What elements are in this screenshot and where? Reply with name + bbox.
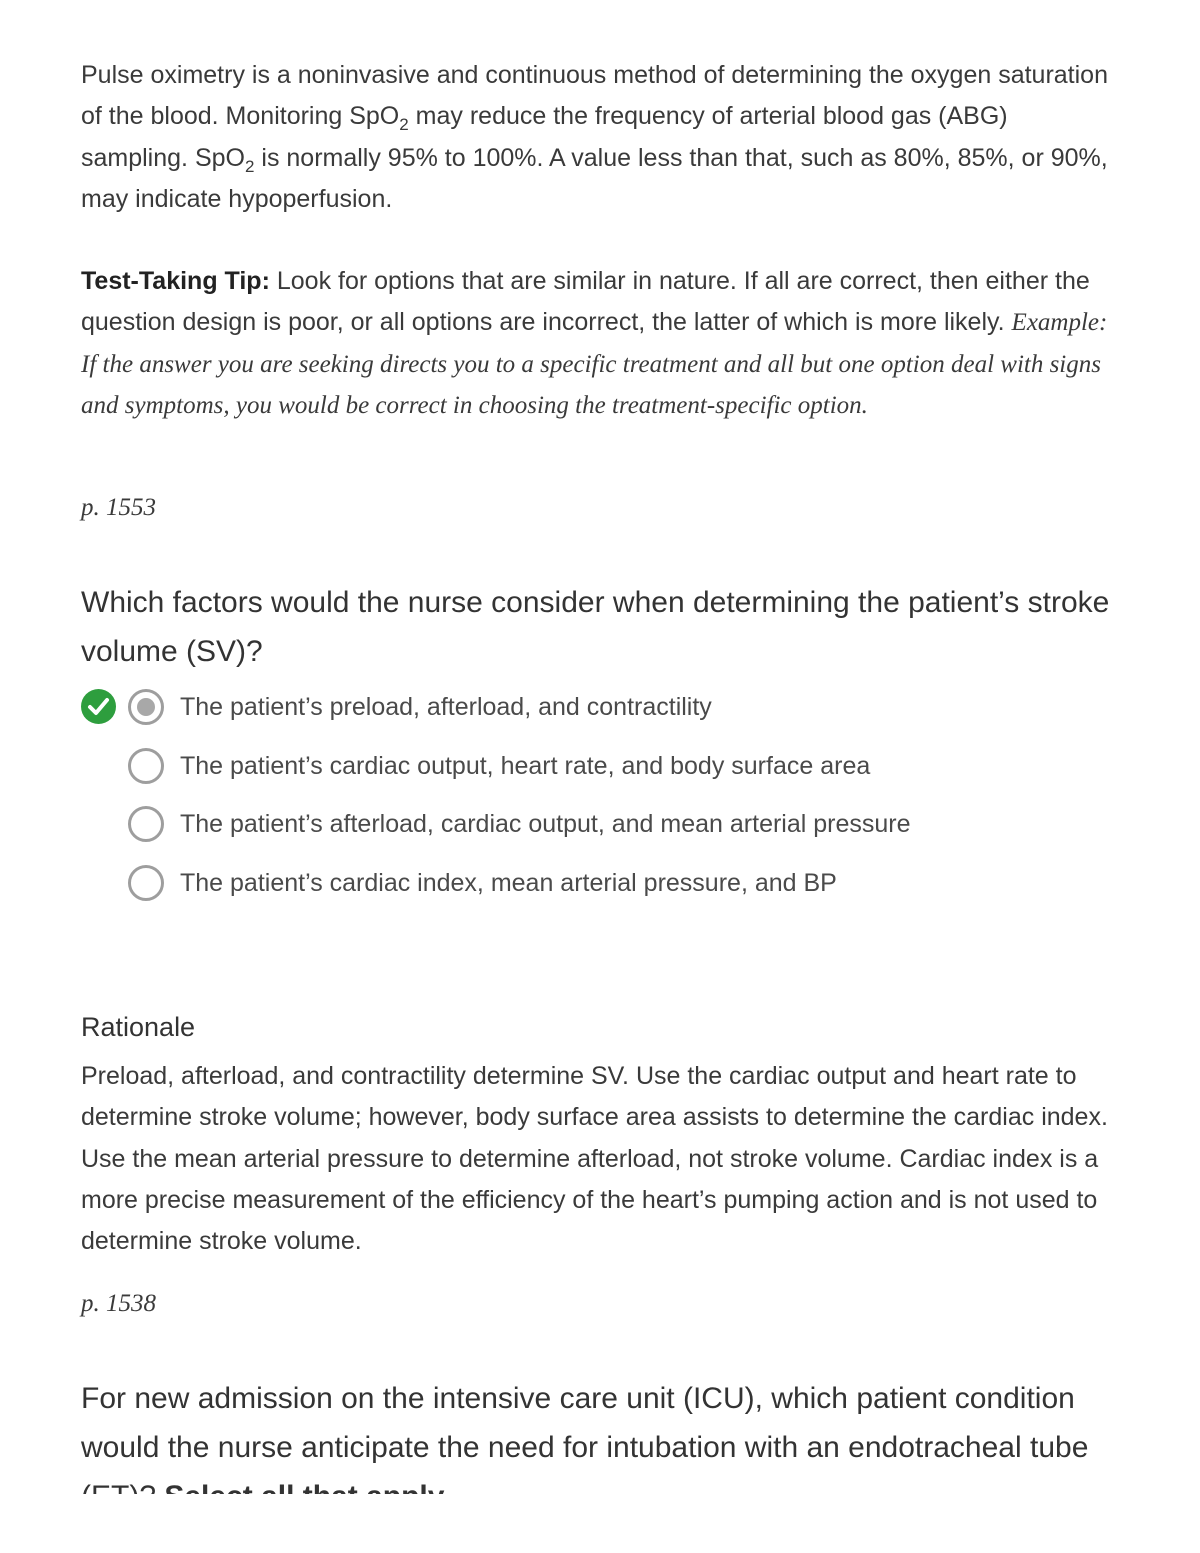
page-reference: p. 1538 bbox=[81, 1290, 156, 1317]
radio-button-selected[interactable] bbox=[128, 689, 164, 725]
answer-option-3[interactable] bbox=[81, 804, 1081, 844]
tip-text: Look for options that are similar in nature. If all are correct, then either the question design is poor, or all options are incorrect, the latter of which is more likely. bbox=[81, 267, 1090, 337]
answer-option-4[interactable] bbox=[81, 863, 1081, 903]
rationale-heading: Rationale bbox=[81, 1012, 196, 1042]
intro-paragraph bbox=[81, 55, 1116, 220]
answer-option-2[interactable] bbox=[81, 746, 1081, 786]
intro-text-1: Pulse oximetry is a noninvasive and continuous method of determining the oxygen saturation of the blood. Monitoring SpO bbox=[81, 61, 1108, 131]
radio-button[interactable] bbox=[128, 865, 164, 901]
next-question-stem: For new admission on the intensive care unit (ICU), which patient condition would the nurse anticipate the need for intubation with an endotracheal tube bbox=[81, 1382, 1089, 1464]
rationale-text: Preload, afterload, and contractility determine SV. Use the cardiac output and heart rate to determine stroke volume; however, body surface area assists to determine the cardiac index. Use the mean arterial pressure to determine afterload, not stroke volume. Cardiac index is a more precise measurement of the efficiency of the heart’s pumping action and is not used to determine stroke volume. bbox=[81, 1062, 1108, 1256]
correct-check-icon bbox=[81, 689, 116, 724]
intro-text-2: may reduce the frequency of arterial blood gas (ABG) sampling. SpO bbox=[81, 102, 1008, 172]
tip-label: Test-Taking Tip: bbox=[81, 267, 270, 295]
radio-dot bbox=[137, 698, 155, 716]
radio-button[interactable] bbox=[128, 748, 164, 784]
subscript-2: 2 bbox=[244, 156, 255, 176]
viewport-cutoff bbox=[0, 1494, 1200, 1553]
tip-example: Example: If the answer you are seeking directs you to a specific treatment and all but one option deal with signs and symptoms, you would be correct in choosing the treatment-specific option. bbox=[81, 309, 1108, 419]
subscript-2: 2 bbox=[399, 115, 409, 135]
option-label: The patient’s cardiac output, heart rate, and body surface area bbox=[180, 752, 871, 780]
intro-text-3: is normally 95% to 100%. A value less than that, such as 80%, 85%, or 90%, may indicate hypoperfusion. bbox=[81, 143, 1108, 213]
option-label: The patient’s preload, afterload, and contractility bbox=[180, 693, 712, 721]
option-label: The patient’s afterload, cardiac output, and mean arterial pressure bbox=[180, 810, 911, 838]
answer-option-1[interactable] bbox=[81, 687, 1081, 727]
radio-button[interactable] bbox=[128, 806, 164, 842]
test-taking-tip bbox=[81, 261, 1116, 426]
option-label: The patient’s cardiac index, mean arterial pressure, and BP bbox=[180, 869, 837, 897]
question-text: Which factors would the nurse consider when determining the patient’s stroke volume (SV)? bbox=[81, 586, 1110, 668]
page-reference: p. 1553 bbox=[81, 494, 156, 521]
